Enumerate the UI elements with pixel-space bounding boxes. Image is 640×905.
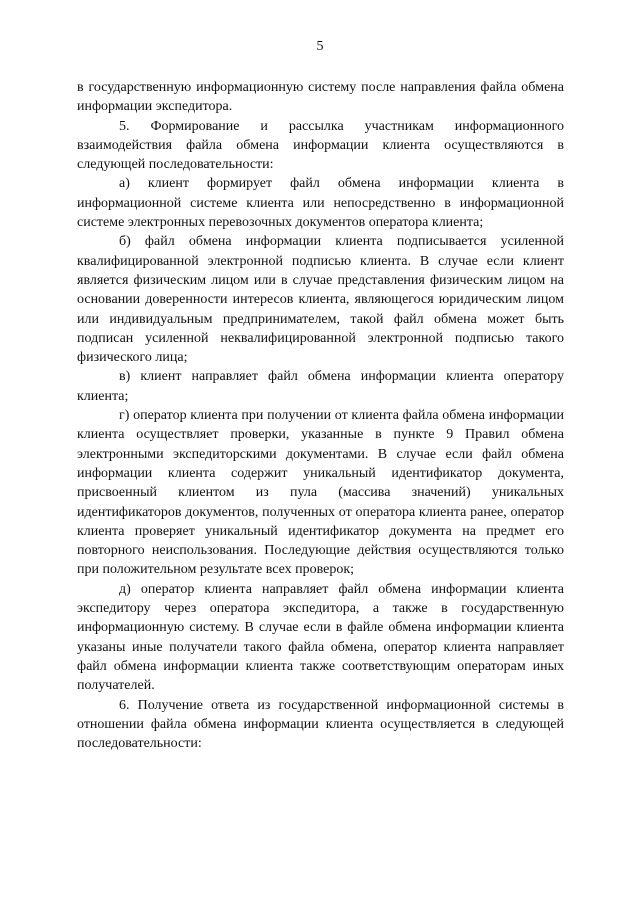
paragraph-subitem-d: д) оператор клиента направляет файл обмена информации клиента экспедитору через оператора экспедитора, а также в государственную информационную систему. В случае если в файле обмена информации клиента указаны иные получатели такого файла обмена, оператор клиента направляет файл обмена информации клиента также соответствующим операторам иных получателей. — [77, 581, 564, 694]
paragraph-item-6: 6. Получение ответа из государственной информационной системы в отношении файла обмена информации клиента осуществляется в следующей последовательности: — [77, 697, 564, 752]
paragraph-item-5: 5. Формирование и рассылка участникам информационного взаимодействия файла обмена информации клиента осуществляются в следующей последовательности: — [77, 118, 564, 173]
paragraph-subitem-b: б) файл обмена информации клиента подписывается усиленной квалифицированной электронной подписью клиента. В случае если клиент является физическим лицом или в случае представления физическим лицом на основании доверенности интересов клиента, являющегося юридическим лицом или индивидуальным предпринимателем, такой файл обмена может быть подписан усиленной неквалифицированной электронной подписью такого физического лица; — [77, 234, 564, 366]
paragraph-continuation: в государственную информационную систему после направления файла обмена информации экспедитора. — [77, 80, 564, 115]
paragraph-subitem-v: в) клиент направляет файл обмена информации клиента оператору клиента; — [77, 369, 564, 404]
page-number: 5 — [316, 39, 324, 54]
paragraph-subitem-a: а) клиент формирует файл обмена информации клиента в информационной системе клиента или непосредственно в информационной системе электронных перевозочных документов оператора клиента; — [77, 176, 564, 231]
document-body — [77, 78, 564, 753]
paragraph-subitem-g: г) оператор клиента при получении от клиента файла обмена информации клиента осуществляет проверки, указанные в пункте 9 Правил обмена электронными экспедиторскими документами. В случае если файл обмена информации клиента содержит уникальный идентификатор документа, присвоенный клиентом из пула (массива значений) уникальных идентификаторов документов, полученных от оператора клиента ранее, оператор клиента проверяет уникальный идентификатор документа на предмет его повторного неиспользования. Последующие действия осуществляются только при положительном результате всех проверок; — [77, 408, 564, 578]
